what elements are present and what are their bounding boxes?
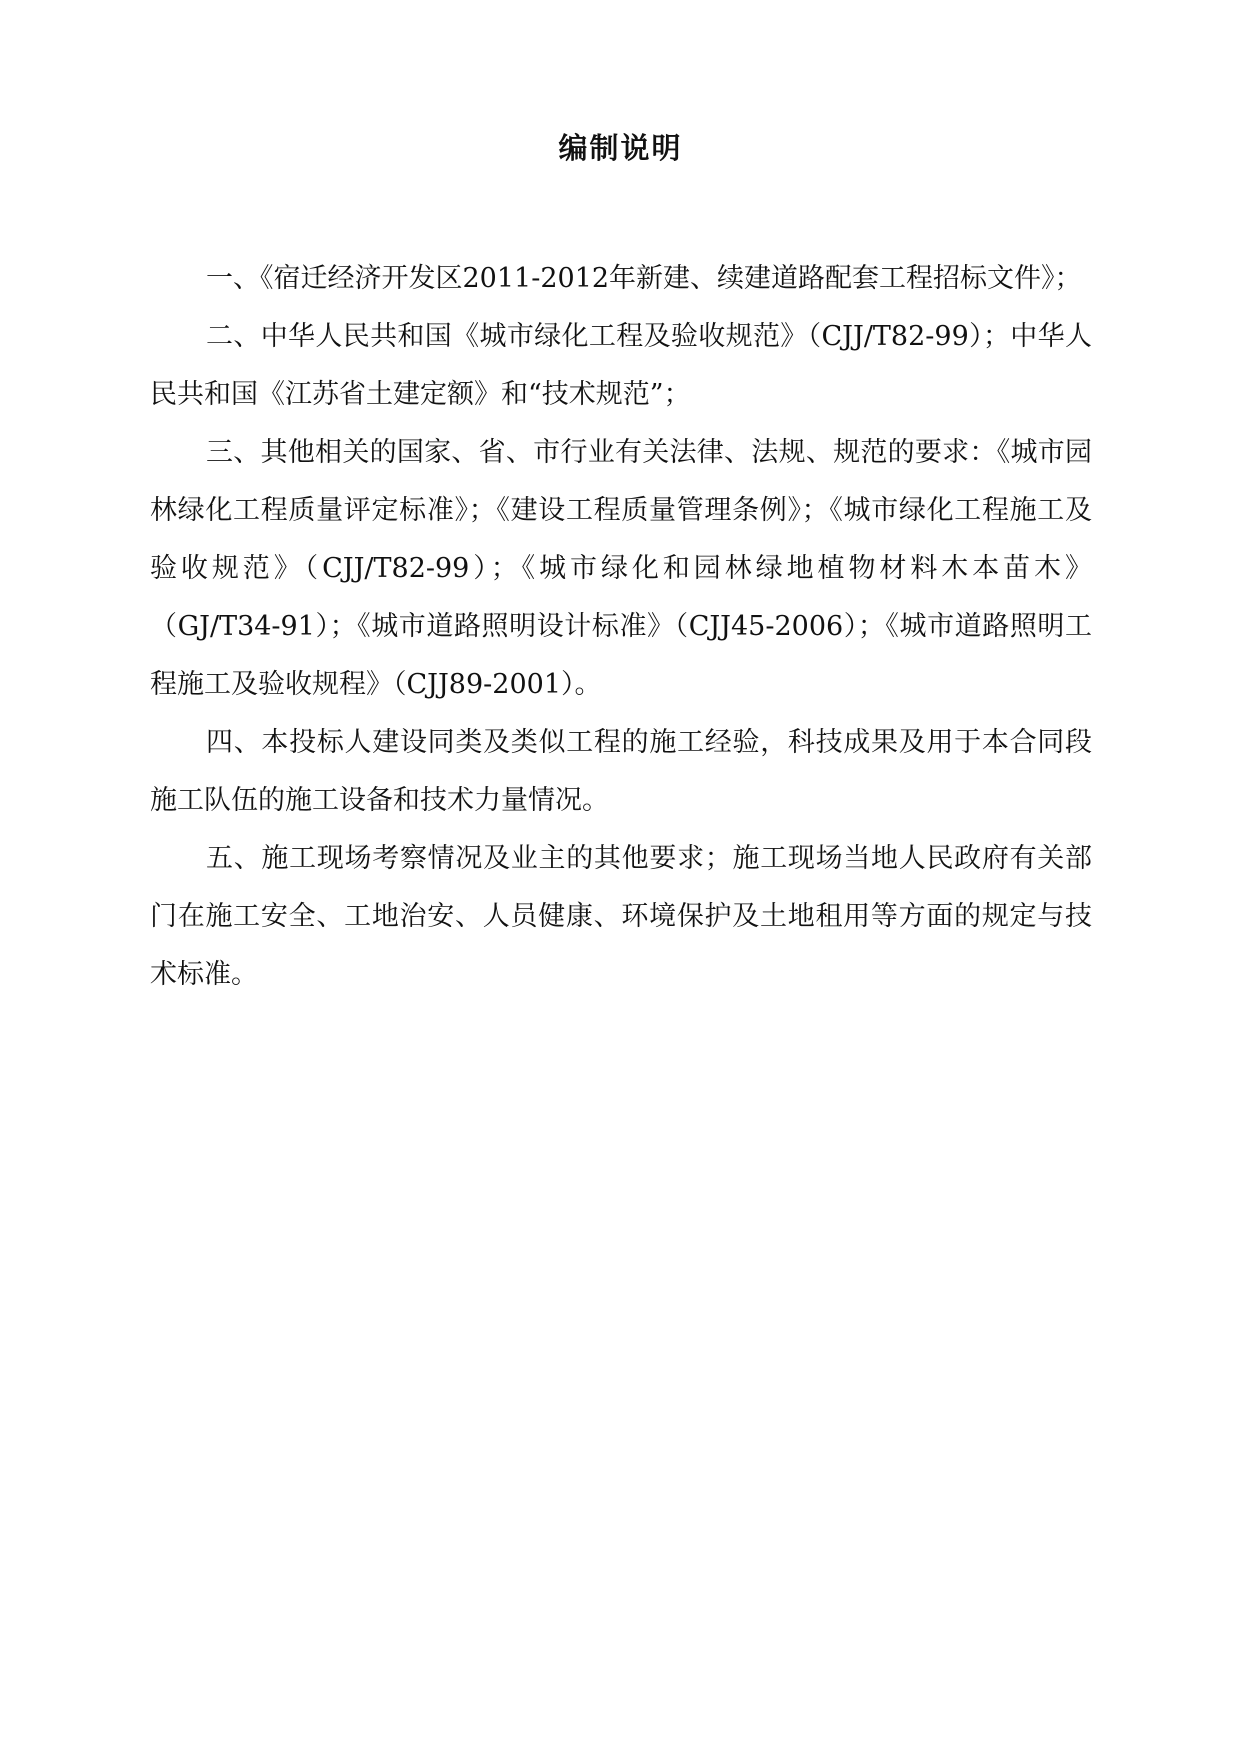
paragraph-3: 三、其他相关的国家、省、市行业有关法律、法规、规范的要求：《城市园林绿化工程质量评定标准》；《建设工程质量管理条例》；《城市绿化工程施工及验收规范》（CJJ/T82-99）；《城市绿化和园林绿地植物材料木本苗木》（GJ/T34-91）；《城市道路照明设计标准》（CJJ45-2006）；《城市道路照明工程施工及验收规程》（CJJ89-2001）。 (150, 437, 1092, 700)
paragraph-4: 四、本投标人建设同类及类似工程的施工经验，科技成果及用于本合同段施工队伍的施工设备和技术力量情况。 (150, 727, 1092, 816)
paragraph-1: 一、《宿迁经济开发区2011-2012年新建、续建道路配套工程招标文件》； (206, 263, 1082, 294)
document-body (150, 250, 1092, 1004)
document-title: 编制说明 (558, 131, 683, 165)
paragraph-2: 二、中华人民共和国《城市绿化工程及验收规范》（CJJ/T82-99）；中华人民共和国《江苏省土建定额》和“技术规范”； (150, 321, 1092, 410)
paragraph-5: 五、施工现场考察情况及业主的其他要求；施工现场当地人民政府有关部门在施工安全、工地治安、人员健康、环境保护及土地租用等方面的规定与技术标准。 (150, 843, 1092, 990)
